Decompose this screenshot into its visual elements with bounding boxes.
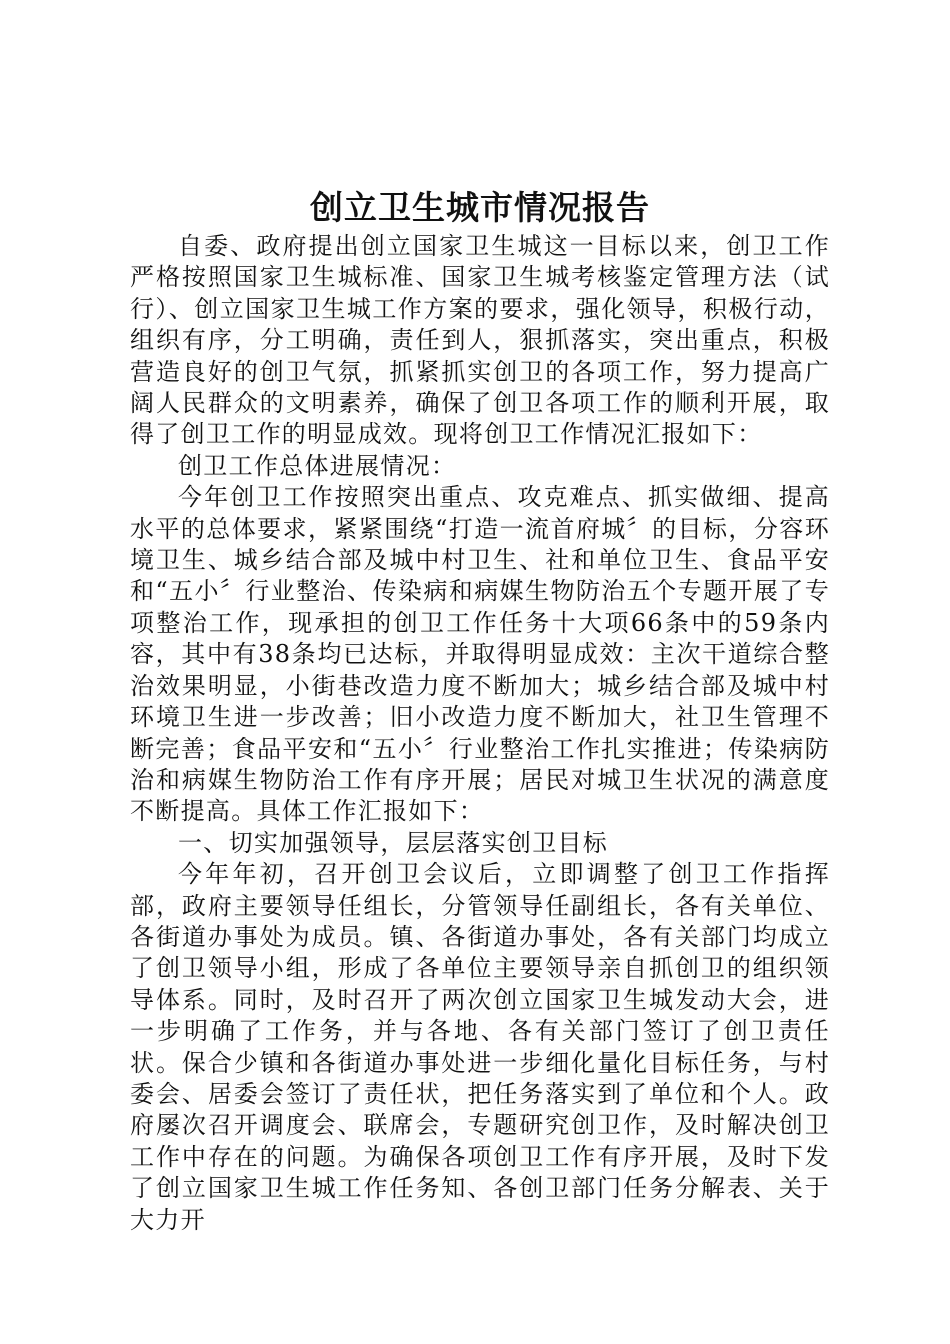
section-heading-1: 一、切实加强领导，层层落实创卫目标 (178, 828, 609, 857)
paragraph-progress-heading: 创卫工作总体进展情况： (178, 451, 457, 480)
paragraph-progress-body: 今年创卫工作按照突出重点、攻克难点、抓实做细、提高水平的总体要求，紧紧围绕“打造一流首府城〞的目标，分容环境卫生、城乡结合部及城中村卫生、社和单位卫生、食品平安和“五小〞行业整治、传染病和病媒生物防治五个专题开展了专项整治工作，现承担的创卫工作任务十大项66条中的59条内容，其中有38条均已达标，并取得明显成效：主次干道综合整治效果明显，小街巷改造力度不断加大；城乡结合部及城中村环境卫生进一步改善；旧小改造力度不断加大，社卫生管理不断完善；食品平安和“五小〞行业整治工作扎实推进；传染病防治和病媒生物防治工作有序开展；居民对城卫生状况的满意度不断提高。具体工作汇报如下： (130, 483, 830, 826)
document-page (130, 185, 830, 1236)
paragraph-intro: 自委、政府提出创立国家卫生城这一目标以来，创卫工作严格按照国家卫生城标准、国家卫生城考核鉴定管理方法（试行）、创立国家卫生城工作方案的要求，强化领导，积极行动，组织有序，分工明确，责任到人，狠抓落实，突出重点，积极营造良好的创卫气氛，抓紧抓实创卫的各项工作，努力提高广阔人民群众的文明素养，确保了创卫各项工作的顺利开展，取得了创卫工作的明显成效。现将创卫工作情况汇报如下： (130, 232, 830, 449)
paragraph-section-1-body: 今年年初，召开创卫会议后，立即调整了创卫工作指挥部，政府主要领导任组长，分管领导任副组长，各有关单位、各街道办事处为成员。镇、各街道办事处，各有关部门均成立了创卫领导小组，形成了各单位主要领导亲自抓创卫的组织领导体系。同时，及时召开了两次创立国家卫生城发动大会，进一步明确了工作务，并与各地、各有关部门签订了创卫责任状。保合少镇和各街道办事处进一步细化量化目标任务，与村委会、居委会签订了责任状，把任务落实到了单位和个人。政府屡次召开调度会、联席会，专题研究创卫作，及时解决创卫工作中存在的问题。为确保各项创卫工作有序开展，及时下发了创立国家卫生城工作任务知、各创卫部门任务分解表、关于大力开 (130, 860, 830, 1234)
document-title: 创立卫生城市情况报告 (310, 188, 650, 227)
